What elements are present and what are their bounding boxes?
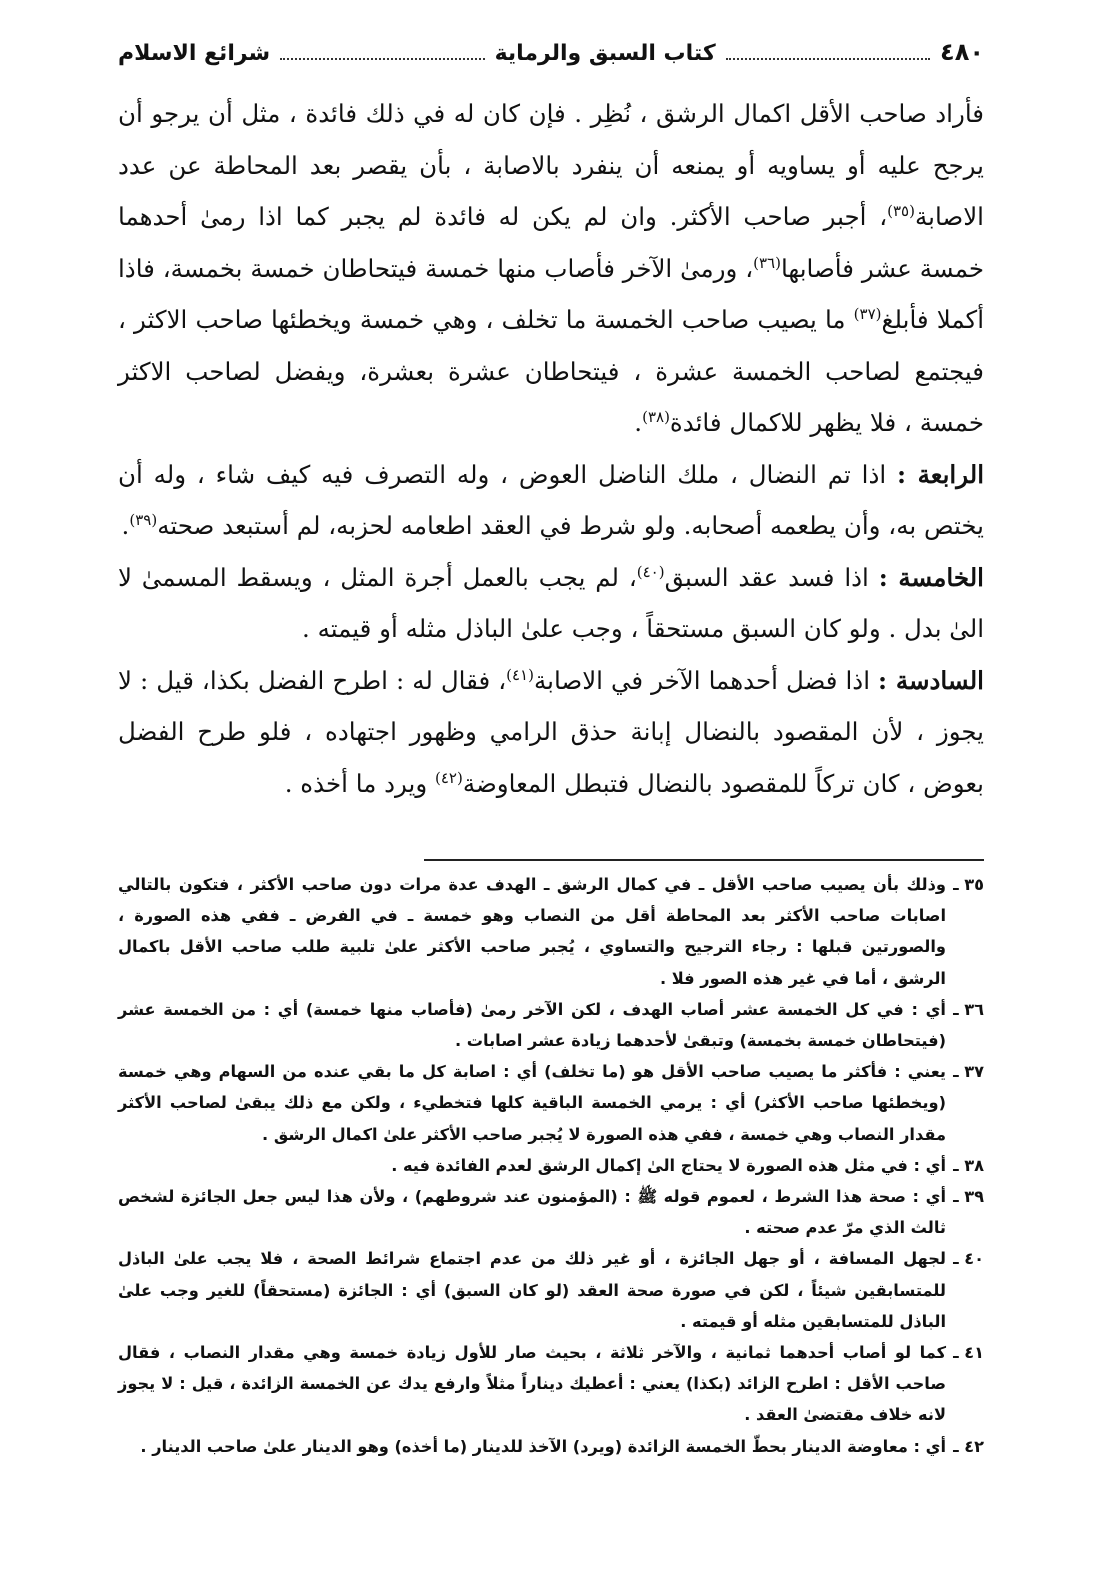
paragraph: الرابعة : اذا تم النضال ، ملك الناضل العوض ، وله التصرف فيه كيف شاء ، وله أن يختص به، وأن يطعمه أصحابه. ولو شرط في العقد اطعامه لحزبه، لم أستبعد صحته$^{(٣٩)}$.: [118, 459, 985, 540]
footnote-text: وذلك بأن يصيب صاحب الأقل ـ في كمال الرشق ـ الهدف عدة مرات دون صاحب الأكثر ، فتكون بالتالي اصابات صاحب الأكثر بعد المحاطة أقل من النصاب وهو خمسة ـ في الفرض ـ ففي هذه الصورة ، والصورتين قبلها : رجاء الترجيح والتساوي ، يُجبر صاحب الأكثر علىٰ تلبية طلب صاحب الأقل باكمال الرشق ، أما في غير هذه الصور فلا .: [118, 875, 946, 988]
footnote-number: ٣٥ ـ: [953, 875, 984, 894]
footnote: [118, 1337, 984, 1431]
footnote-ref-39[interactable]: (٣٩): [129, 510, 158, 529]
paragraph: السادسة : اذا فضل أحدهما الآخر في الاصابة$^{(٤١)}$، فقال له : اطرح الفضل بكذا، قيل : لا يجوز ، لأن المقصود بالنضال إبانة حذق الرامي وظهور اجتهاده ، فلو طرح الفضل بعوض ، كان تركاً للمقصود بالنضال فتبطل المعاوضة$^{(٤٢)}$ ويرد ما أخذه .: [118, 665, 984, 798]
header-dots: [726, 44, 930, 60]
footnote-number: ٤٠ ـ: [953, 1249, 984, 1269]
footnote: [118, 1181, 984, 1243]
footnote: [118, 1056, 984, 1150]
section-heading: الخامسة :: [878, 562, 984, 592]
footnote-text: كما لو أصاب أحدهما ثمانية ، والآخر ثلاثة ، بحيث صار للأول زيادة خمسة وهي مقدار النصاب ، فقال صاحب الأقل : اطرح الزائد (بكذا) يعني : أعطيك ديناراً مثلاً وارفع يدك عن الخمسة الزائدة ، قيل : لا يجوز لانه خلاف مقتضىٰ العقد .: [118, 1343, 946, 1425]
footnote: [118, 1431, 984, 1462]
footnotes: [118, 869, 984, 1462]
footnote-number: ٤٢ ـ: [953, 1436, 984, 1456]
paragraph: فأراد صاحب الأقل اكمال الرشق ، نُظِر . فإن كان له في ذلك فائدة ، مثل أن يرجو أن يرجح عليه أو يساويه أو يمنعه أن ينفرد بالاصابة ، بأن يقصر بعد المحاطة عن عدد الاصابة$^{(٣٥)}$، أجبر صاحب الأكثر. وان لم يكن له فائدة لم يجبر كما اذا رمىٰ أحدهما خمسة عشر فأصابها$^{(٣٦)}$، ورمىٰ الآخر فأصاب منها خمسة فيتحاطان خمسة بخمسة، فاذا أكملا فأبلغ$^{(٣٧)}$ ما يصيب صاحب الخمسة ما تخلف ، وهي خمسة ويخطئها صاحب الاكثر ، فيجتمع لصاحب الخمسة عشرة ، فيتحاطان عشرة بعشرة، ويفضل لصاحب الاكثر خمسة ، فلا يظهر للاكمال فائدة$^{(٣٨)}$.: [118, 99, 985, 437]
footnote-text: أي : في كل الخمسة عشر أصاب الهدف ، لكن الآخر رمىٰ (فأصاب منها خمسة) أي : من الخمسة عشر (فيتحاطان خمسة بخمسة) وتبقىٰ لأحدهما زيادة عشر اصابات .: [118, 999, 946, 1051]
section-heading: الرابعة :: [897, 459, 985, 489]
paragraph: الخامسة : اذا فسد عقد السبق$^{(٤٠)}$، لم يجب بالعمل أجرة المثل ، ويسقط المسمىٰ لا الىٰ بدل . ولو كان السبق مستحقاً ، وجب علىٰ الباذل مثله أو قيمته .: [118, 562, 984, 643]
footnote-ref-35[interactable]: (٣٥): [887, 201, 915, 220]
footnote-ref-37[interactable]: (٣٧): [853, 304, 882, 323]
footnote: [118, 1150, 984, 1181]
footnote: [118, 869, 984, 994]
footnote-text: لجهل المسافة ، أو جهل الجائزة ، أو غير ذلك من عدم اجتماع شرائط الصحة ، فلا يجب علىٰ الباذل للمتسابقين شيئاً ، لكن في صورة صحة العقد (لو كان السبق) أي : الجائزة (مستحقاً) للغير وجب علىٰ الباذل للمتسابقين مثله أو قيمته .: [118, 1249, 946, 1331]
footnote-number: ٤١ ـ: [953, 1343, 984, 1363]
footnote-ref-40[interactable]: (٤٠): [636, 562, 665, 581]
footnote-number: ٣٨ ـ: [953, 1155, 984, 1175]
page-number: ٤٨٠: [940, 38, 984, 66]
footnote-ref-41[interactable]: (٤١): [506, 665, 534, 684]
footnote: [118, 1243, 984, 1337]
main-text: [118, 88, 984, 809]
section-heading: السادسة :: [878, 665, 984, 695]
running-header: [118, 38, 984, 78]
footnote-ref-38[interactable]: (٣٨): [642, 407, 670, 426]
footnote-text: يعني : فأكثر ما يصيب صاحب الأقل هو (ما تخلف) أي : اصابة كل ما بقي عنده من السهام وهي خمسة (ويخطئها صاحب الأكثر) أي : يرمي الخمسة الباقية كلها فتخطيء ، ولكن مع ذلك يبقىٰ لصاحب الأكثر مقدار النصاب وهي خمسة ، ففي هذه الصورة لا يُجبر صاحب الأكثر علىٰ اكمال الرشق .: [118, 1062, 946, 1144]
footnote-ref-42[interactable]: (٤٢): [434, 768, 463, 787]
footnote-text: أي : في مثل هذه الصورة لا يحتاج الىٰ إكمال الرشق لعدم الفائدة فيه .: [391, 1155, 946, 1175]
footnote-number: ٣٦ ـ: [953, 999, 984, 1019]
footnote-text: أي : صحة هذا الشرط ، لعموم قوله ﷺ : (المؤمنون عند شروطهم) ، ولأن هذا ليس جعل الجائزة لشخص ثالث الذي مرّ عدم صحته .: [118, 1187, 946, 1238]
footnote-ref-36[interactable]: (٣٦): [753, 253, 781, 272]
header-dots: [280, 44, 484, 60]
book-title: شرائع الاسلام: [117, 41, 271, 66]
footnote-number: ٣٧ ـ: [953, 1062, 984, 1082]
footnote-text: أي : معاوضة الدينار بحطّ الخمسة الزائدة (ويرد) الآخذ للدينار (ما أخذه) وهو الدينار علىٰ صاحب الدينار .: [140, 1436, 946, 1456]
chapter-title: كتاب السبق والرماية: [494, 41, 716, 66]
footnote: [118, 994, 984, 1056]
footnote-separator: [424, 859, 984, 861]
footnote-number: ٣٩ ـ: [953, 1187, 984, 1207]
